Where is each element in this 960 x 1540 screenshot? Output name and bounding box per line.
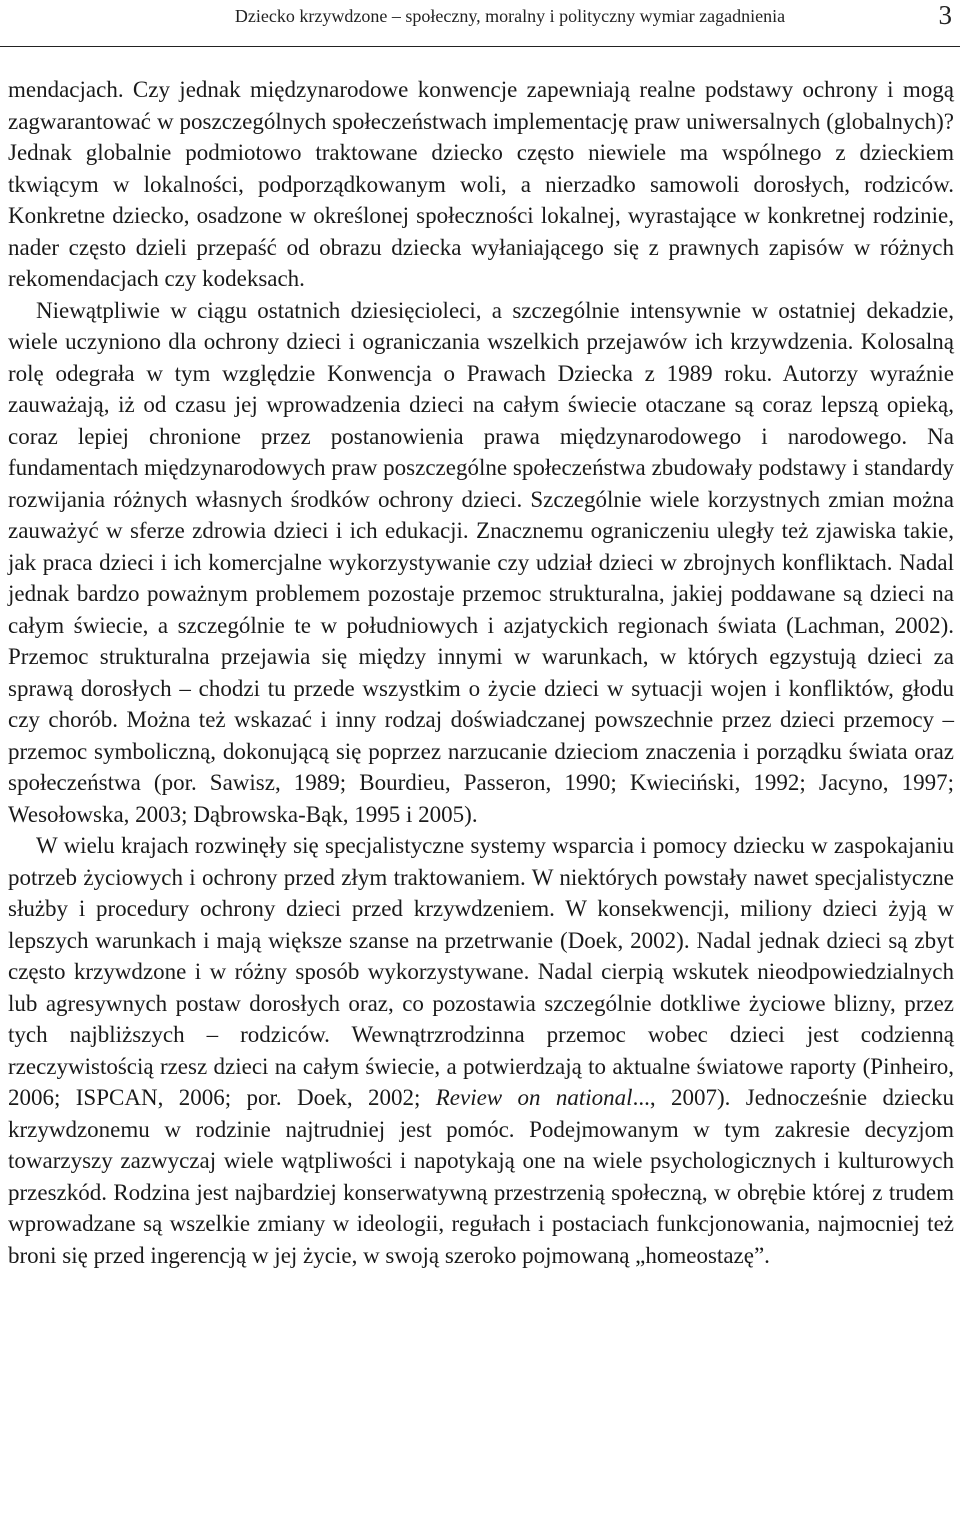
page-number: 3 [938,0,952,30]
body-text [8,74,954,1271]
paragraph [8,830,954,1271]
italic-citation: Review on national [435,1085,633,1110]
running-title: Dziecko krzywdzone – społeczny, moralny i polityczny wymiar zagadnienia [234,6,786,26]
paragraph-text: ..., 2007). Jednocześnie dziecku krzywdzonemu w rodzinie najtrudniej jest pomóc. Podejmowanym w tym zakresie decyzjom towarzyszy zazwyczaj wiele wątpliwości i napotykają one na wiele psychologicznych i kulturowych przeszkód. Rodzina jest najbardziej konserwatywną przestrzenią społeczną, w obrębie której z trudem wprowadzane są wszelkie zmiany w ideologii, regułach i postaciach funkcjonowania, najmocniej też broni się przed ingerencją w jej życie, w swoją szeroko pojmowaną „homeostazę”. [8,1085,954,1268]
paragraph: mendacjach. Czy jednak międzynarodowe konwencje zapewniają realne podstawy ochrony i mogą zagwarantować w poszczególnych społeczeństwach implementację praw uniwersalnych (globalnych)? Jednak globalnie podmiotowo traktowane dziecko często niewiele ma wspólnego z dzieckiem tkwiącym w lokalności, podporządkowanym woli, a nierzadko samowoli dorosłych, rodziców. Konkretne dziecko, osadzone w określonej społeczności lokalnej, wyrastające w konkretnej rodzinie, nader często dzieli przepaść od obrazu dziecka wyłaniającego się z prawnych zapisów w różnych rekomendacjach czy kodeksach. [8,77,954,291]
paragraph-text: W wielu krajach rozwinęły się specjalistyczne systemy wsparcia i pomocy dziecku w zaspokajaniu potrzeb życiowych i ochrony przed złym traktowaniem. W niektórych powstały nawet specjalistyczne służby i procedury ochrony dzieci przed krzywdzeniem. W konsekwencji, miliony dzieci żyją w lepszych warunkach i mają większe szanse na przetrwanie (Doek, 2002). Nadal jednak dzieci są zbyt często krzywdzone i w różny sposób wykorzystywane. Nadal cierpią wskutek nieodpowiedzialnych lub agresywnych postaw dorosłych oraz, co pozostawia szczególnie dotkliwe życiowe blizny, przez tych najbliższych – rodziców. Wewnątrzrodzinna przemoc wobec dzieci jest codzienną rzeczywistością rzesz dzieci na całym świecie, a potwierdzają to aktualne światowe raporty (Pinheiro, 2006; ISPCAN, 2006; por. Doek, 2002; [8,833,954,1110]
paragraph: Niewątpliwie w ciągu ostatnich dziesięcioleci, a szczególnie intensywnie w ostatniej dekadzie, wiele uczyniono dla ochrony dzieci i ograniczania wszelkich przejawów ich krzywdzenia. Kolosalną rolę odegrała w tym względzie Konwencja o Prawach Dziecka z 1989 roku. Autorzy wyraźnie zauważają, iż od czasu jej wprowadzenia dzieci na całym świecie otaczane są coraz lepszą opieką, coraz lepiej chronione przez postanowienia prawa międzynarodowego i narodowego. Na fundamentach międzynarodowych praw poszczególne społeczeństwa zbudowały podstawy i standardy rozwijania różnych własnych środków ochrony dzieci. Szczególnie wiele korzystnych zmian można zauważyć w sferze zdrowia dzieci i ich edukacji. Znacznemu ograniczeniu uległy też zjawiska takie, jak praca dzieci i ich komercjalne wykorzystywanie czy udział dzieci w zbrojnych konfliktach. Nadal jednak bardzo poważnym problemem pozostaje przemoc strukturalna, jakiej poddawane są dzieci na całym świecie, a szczególnie te w południowych i azjatyckich regionach świata (Lachman, 2002). Przemoc strukturalna przejawia się między innymi w warunkach, w których egzystują dzieci za sprawą dorosłych – chodzi tu przede wszystkim o życie dzieci w sytuacji wojen i konfliktów, głodu czy chorób. Można też wskazać i inny rodzaj doświadczanej powszechnie przez dzieci przemocy – przemoc symboliczną, dokonującą się poprzez narzucanie dzieciom znaczenia i porządku świata oraz społeczeństwa (por. Sawisz, 1989; Bourdieu, Passeron, 1990; Kwieciński, 1992; Jacyno, 1997; Wesołowska, 2003; Dąbrowska-Bąk, 1995 i 2005). [8,297,954,827]
running-header [0,0,960,47]
